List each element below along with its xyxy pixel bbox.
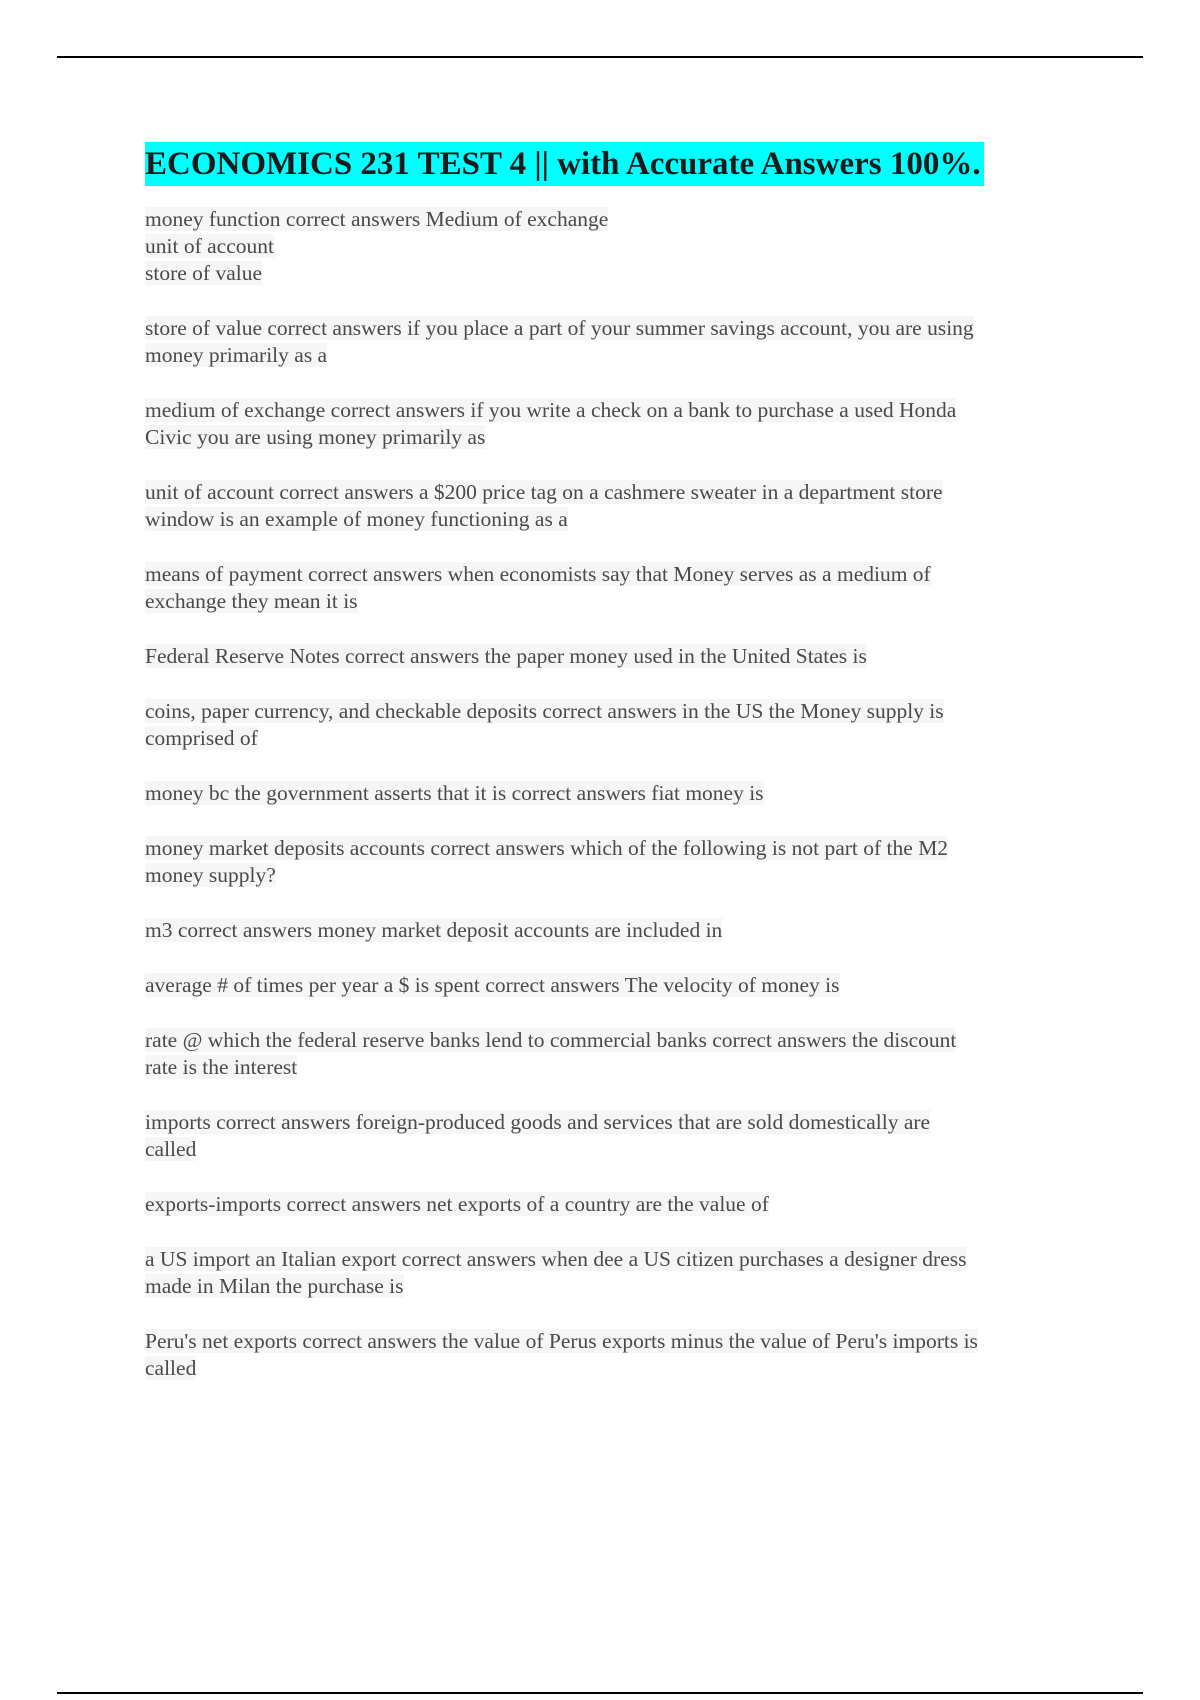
flashcard-line: m3 correct answers money market deposit accounts are included in xyxy=(145,918,723,942)
flashcard-line: comprised of xyxy=(145,726,258,750)
flashcard-line: average # of times per year a $ is spent correct answers The velocity of money is xyxy=(145,973,840,997)
flashcard-entry xyxy=(145,917,1095,944)
flashcard-entry xyxy=(145,1109,1095,1163)
flashcard-line: rate is the interest xyxy=(145,1055,298,1079)
flashcard-line: Civic you are using money primarily as xyxy=(145,425,486,449)
document-title: ECONOMICS 231 TEST 4 || with Accurate Answers 100%. xyxy=(145,142,984,186)
flashcard-line: money function correct answers Medium of exchange xyxy=(145,207,609,231)
footer-rule xyxy=(57,1692,1143,1694)
flashcard-line: store of value xyxy=(145,261,263,285)
flashcard-line: called xyxy=(145,1137,197,1161)
flashcard-line: rate @ which the federal reserve banks lend to commercial banks correct answers the discount xyxy=(145,1028,957,1052)
flashcard-entry xyxy=(145,835,1095,889)
flashcard-entry xyxy=(145,972,1095,999)
flashcard-line: Peru's net exports correct answers the value of Perus exports minus the value of Peru's imports is xyxy=(145,1329,978,1353)
flashcard-entry xyxy=(145,561,1095,615)
flashcard-line: store of value correct answers if you place a part of your summer savings account, you are using xyxy=(145,316,974,340)
flashcard-entry xyxy=(145,780,1095,807)
flashcard-line: coins, paper currency, and checkable deposits correct answers in the US the Money supply is xyxy=(145,699,944,723)
flashcard-line: money primarily as a xyxy=(145,343,328,367)
flashcard-entry xyxy=(145,1027,1095,1081)
flashcard-entry xyxy=(145,315,1095,369)
flashcard-line: made in Milan the purchase is xyxy=(145,1274,404,1298)
flashcard-entry xyxy=(145,479,1095,533)
flashcard-line: imports correct answers foreign-produced goods and services that are sold domestically are xyxy=(145,1110,931,1134)
flashcard-line: medium of exchange correct answers if you write a check on a bank to purchase a used Honda xyxy=(145,398,957,422)
flashcard-entry xyxy=(145,1328,1095,1382)
flashcard-entry xyxy=(145,1191,1095,1218)
flashcard-list xyxy=(145,206,1095,1382)
document-body xyxy=(145,142,1095,1410)
flashcard-line: means of payment correct answers when economists say that Money serves as a medium of xyxy=(145,562,931,586)
flashcard-line: unit of account xyxy=(145,234,274,258)
flashcard-line: money supply? xyxy=(145,863,276,887)
flashcard-entry xyxy=(145,643,1095,670)
flashcard-line: money bc the government asserts that it is correct answers fiat money is xyxy=(145,781,764,805)
flashcard-line: exports-imports correct answers net exports of a country are the value of xyxy=(145,1192,769,1216)
flashcard-line: a US import an Italian export correct answers when dee a US citizen purchases a designer dress xyxy=(145,1247,967,1271)
flashcard-line: exchange they mean it is xyxy=(145,589,358,613)
flashcard-entry xyxy=(145,1246,1095,1300)
flashcard-entry xyxy=(145,397,1095,451)
flashcard-line: money market deposits accounts correct answers which of the following is not part of the M2 xyxy=(145,836,949,860)
flashcard-entry xyxy=(145,698,1095,752)
flashcard-line: window is an example of money functioning as a xyxy=(145,507,568,531)
flashcard-line: unit of account correct answers a $200 price tag on a cashmere sweater in a department store xyxy=(145,480,943,504)
header-rule xyxy=(57,56,1143,58)
flashcard-line: Federal Reserve Notes correct answers the paper money used in the United States is xyxy=(145,644,867,668)
flashcard-line: called xyxy=(145,1356,197,1380)
flashcard-entry xyxy=(145,206,1095,287)
